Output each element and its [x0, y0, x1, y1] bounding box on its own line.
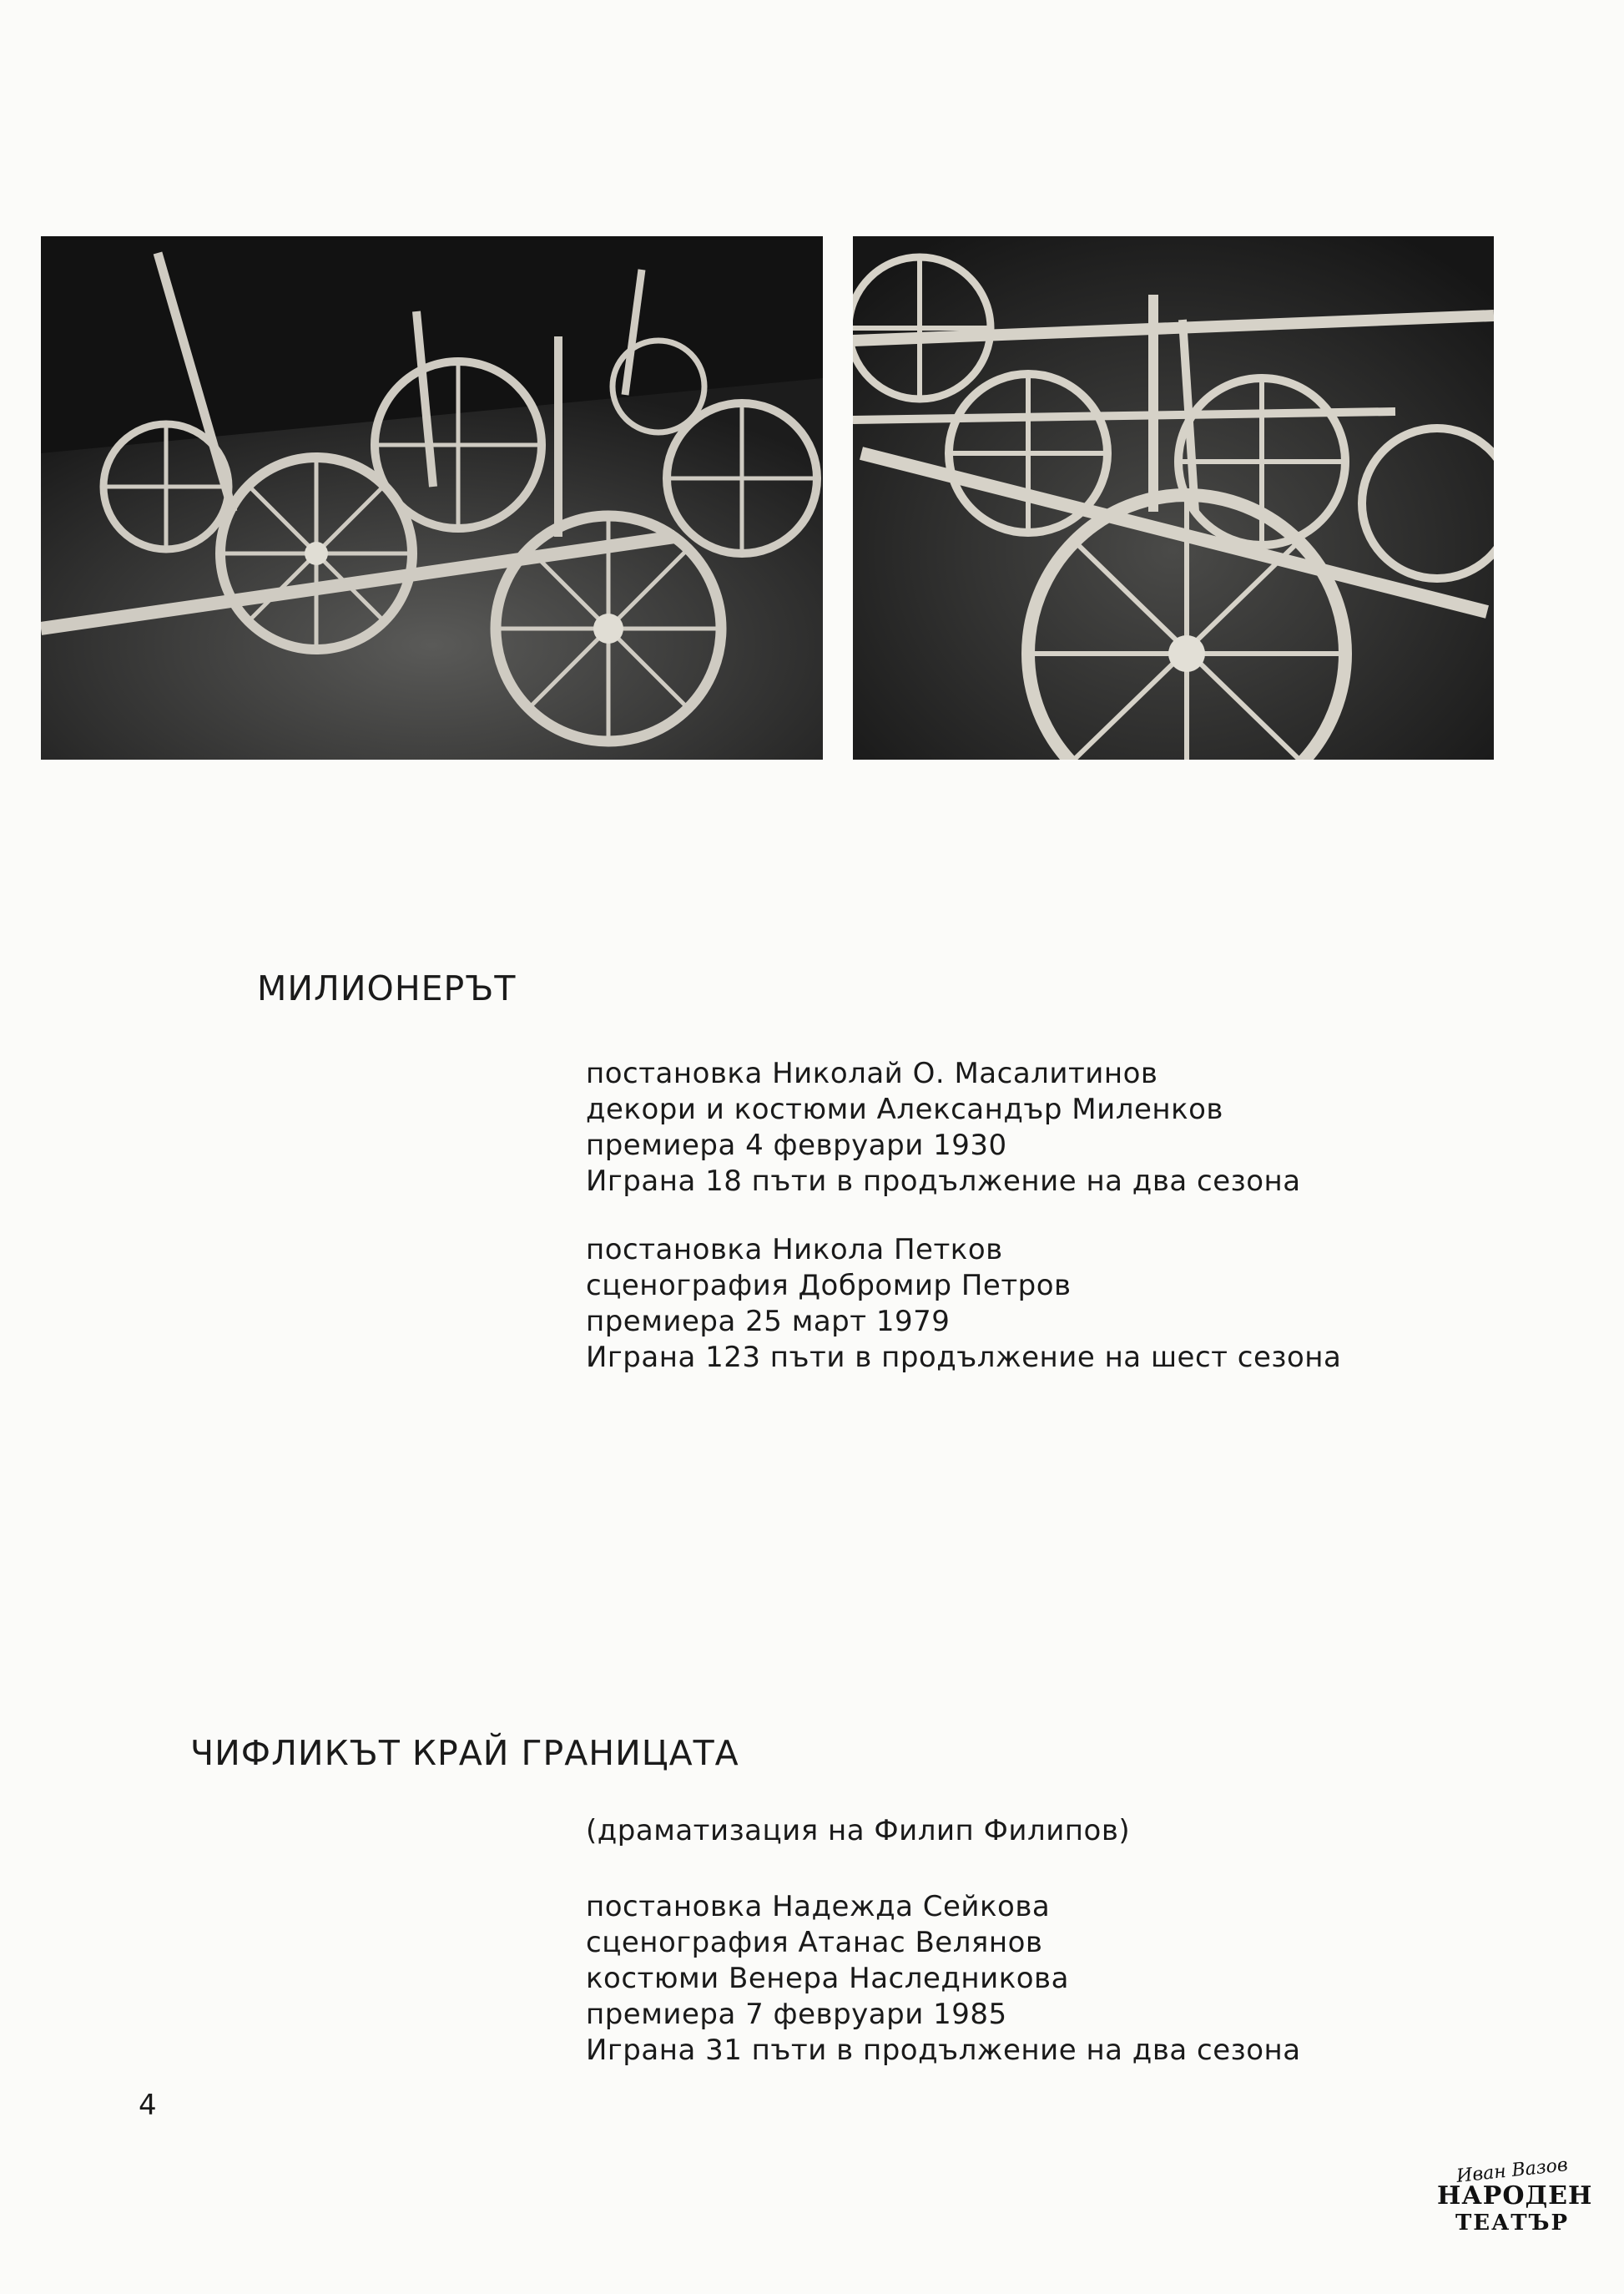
photo-wagons-left	[41, 236, 823, 760]
credit-line: костюми Венера Наследникова	[586, 1962, 1069, 1995]
credit-line: постановка Николай О. Масалитинов	[586, 1057, 1158, 1090]
credit-line: постановка Никола Петков	[586, 1233, 1003, 1266]
logo-line-1: НАРОДЕН	[1437, 2181, 1593, 2211]
credits-1985	[586, 1889, 1301, 2069]
page-number: 4	[139, 2089, 157, 2122]
credit-line: премиера 4 февруари 1930	[586, 1129, 1007, 1162]
wagons-illustration	[853, 236, 1494, 760]
credit-line: сценография Атанас Велянов	[586, 1926, 1043, 1959]
credit-line: премиера 25 март 1979	[586, 1305, 951, 1338]
credit-line: декори и костюми Александър Миленков	[586, 1093, 1223, 1126]
national-theatre-logo	[1437, 2155, 1593, 2252]
dramatization-note: (драматизация на Филип Филипов)	[586, 1814, 1131, 1847]
credit-line: постановка Надежда Сейкова	[586, 1890, 1051, 1923]
logo-script: Иван Вазов	[1455, 2155, 1569, 2187]
credit-line: Играна 31 пъти в продължение на два сезона	[586, 2034, 1301, 2067]
credits-1979	[586, 1232, 1341, 1376]
credit-line: премиера 7 февруари 1985	[586, 1998, 1007, 2031]
credit-line: сценография Добромир Петров	[586, 1269, 1072, 1302]
logo-line-2: ТЕАТЪР	[1455, 2211, 1570, 2236]
production-title: МИЛИОНЕРЪТ	[257, 968, 517, 1008]
wagons-illustration	[41, 236, 823, 760]
credit-line: Играна 18 пъти в продължение на два сезона	[586, 1165, 1301, 1198]
credits-1930	[586, 1056, 1301, 1200]
photo-wagons-right	[853, 236, 1494, 760]
credit-line: Играна 123 пъти в продължение на шест сезона	[586, 1341, 1342, 1374]
production-title: ЧИФЛИКЪТ КРАЙ ГРАНИЦАТА	[190, 1733, 739, 1773]
